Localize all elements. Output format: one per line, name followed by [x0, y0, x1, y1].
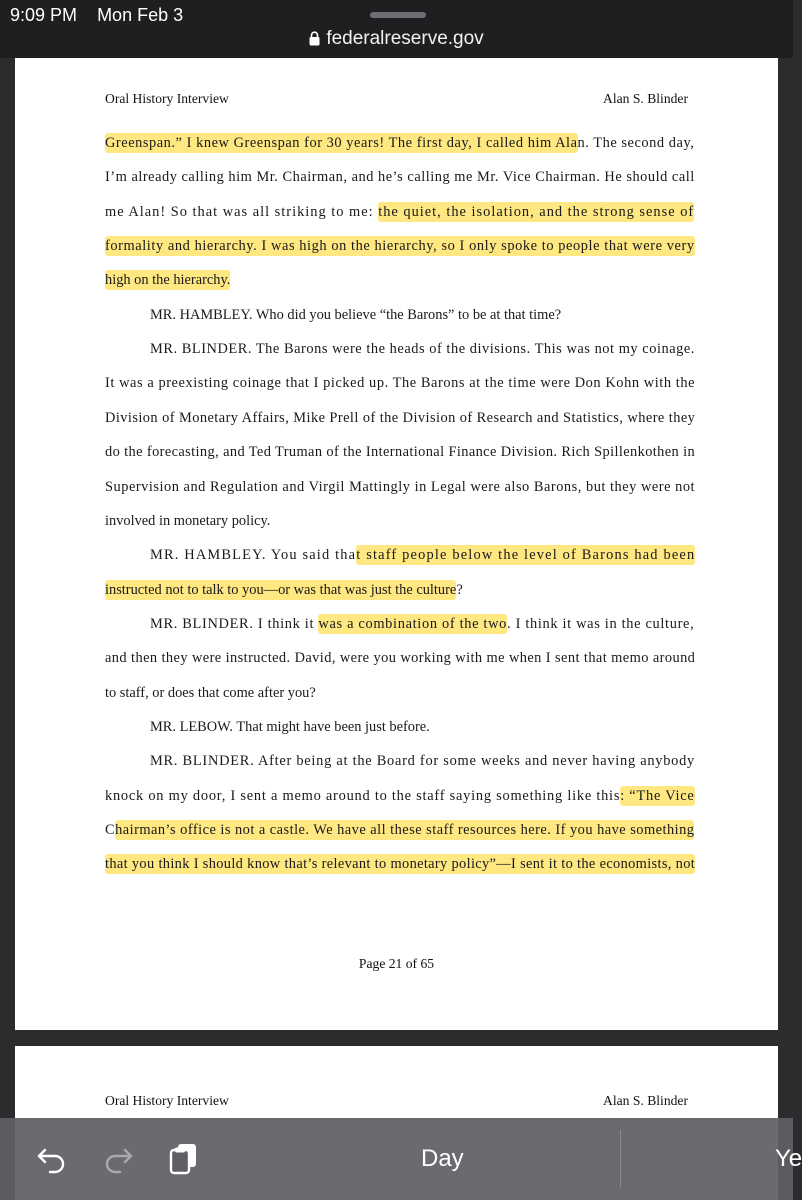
highlighted-text: that you think I should know that’s relevant to monetary policy”—I sent it to the economists, not: [105, 856, 696, 873]
text-segment: involved in monetary policy.: [105, 512, 271, 529]
suggestion-day[interactable]: Day: [421, 1145, 464, 1172]
text-line: [105, 202, 694, 222]
text-line: [105, 133, 694, 153]
text-line: [105, 408, 695, 428]
page-number: Page 21 of 65: [358, 956, 435, 971]
text-line: [150, 545, 695, 565]
status-bar: [0, 0, 793, 58]
keyboard-shortcut-bar: [0, 1118, 802, 1200]
text-segment: MR. HAMBLEY. You said tha: [150, 547, 357, 564]
text-line: [105, 648, 695, 668]
page-header-left: Oral History Interview: [105, 1093, 229, 1108]
page-header-left: Oral History Interview: [105, 91, 229, 106]
document-page: [15, 58, 778, 1030]
text-line: [150, 717, 430, 737]
highlighted-text: hairman’s office is not a castle. We have all these staff resources here. If you have something: [115, 822, 695, 838]
highlighted-text: high on the hierarchy.: [105, 272, 231, 289]
text-line: [105, 373, 695, 393]
text-line: [105, 854, 695, 874]
text-segment: MR. HAMBLEY. Who did you believe “the Barons” to be at that time?: [150, 306, 562, 323]
text-segment: do the forecasting, and Ted Truman of the International Finance Division. Rich Spillenkothen in: [105, 444, 696, 461]
undo-icon[interactable]: [34, 1140, 70, 1176]
page-header-right: Alan S. Blinder: [603, 91, 688, 106]
highlighted-text: : “The Vice: [620, 787, 695, 804]
text-line: [105, 442, 695, 462]
text-line: [105, 683, 316, 703]
multitasking-grabber[interactable]: [370, 12, 426, 18]
text-line: [150, 339, 695, 359]
text-segment: C: [105, 822, 116, 838]
status-time-date: [10, 5, 183, 26]
text-line: [150, 751, 695, 771]
text-line: [105, 511, 270, 531]
redo-icon[interactable]: [100, 1140, 136, 1176]
text-line: [105, 167, 695, 187]
suggestion-divider: [620, 1130, 621, 1188]
url-text[interactable]: federalreserve.gov: [326, 28, 484, 49]
text-segment: Supervision and Regulation and Virgil Mattingly in Legal were also Barons, but they were not: [105, 478, 696, 495]
text-line: [105, 270, 230, 290]
text-segment: MR. BLINDER. The Barons were the heads of the divisions. This was not my coinage.: [150, 341, 695, 358]
text-segment: me Alan! So that was all striking to me:: [105, 203, 379, 220]
url-bar[interactable]: [0, 28, 793, 52]
text-line: [105, 820, 694, 840]
text-segment: to staff, or does that come after you?: [105, 684, 316, 701]
text-segment: ?: [456, 581, 463, 598]
text-segment: and then they were instructed. David, were you working with me when I sent that memo around: [105, 650, 696, 667]
suggestion-next[interactable]: Ye: [775, 1145, 802, 1172]
text-line: [150, 305, 561, 325]
text-line: [105, 580, 463, 600]
text-line: [105, 786, 695, 806]
text-segment: . I think it was in the culture,: [507, 615, 695, 632]
highlighted-text: was a combination of the two: [318, 615, 508, 632]
text-segment: n. The second day,: [577, 135, 695, 151]
highlighted-text: instructed not to talk to you—or was that was just the culture: [105, 581, 457, 598]
text-line: [105, 236, 695, 256]
text-segment: I’m already calling him Mr. Chairman, and he’s calling me Mr. Vice Chairman. He should call: [105, 169, 695, 186]
highlighted-text: the quiet, the isolation, and the strong sense of: [378, 203, 695, 220]
text-line: [150, 614, 694, 634]
status-time: 9:09 PM: [10, 5, 78, 25]
highlighted-text: formality and hierarchy. I was high on the hierarchy, so I only spoke to people that were very: [105, 238, 695, 255]
lock-icon: [309, 30, 320, 52]
clipboard-icon[interactable]: [166, 1140, 202, 1176]
text-segment: It was a preexisting coinage that I picked up. The Barons at the time were Don Kohn with the: [105, 375, 696, 392]
text-segment: MR. BLINDER. After being at the Board for some weeks and never having anybody: [150, 753, 695, 770]
text-segment: knock on my door, I sent a memo around to the staff saying something like this: [105, 787, 621, 804]
text-segment: Division of Monetary Affairs, Mike Prell of the Division of Research and Statistics, where they: [105, 409, 696, 426]
text-segment: MR. LEBOW. That might have been just before.: [150, 718, 430, 735]
highlighted-text: t staff people below the level of Barons had been: [356, 547, 696, 564]
status-date: Mon Feb 3: [97, 5, 184, 25]
page-header-right: Alan S. Blinder: [603, 1093, 688, 1108]
text-line: [105, 477, 695, 497]
text-segment: MR. BLINDER. I think it: [150, 615, 319, 632]
highlighted-text: Greenspan.” I knew Greenspan for 30 years! The first day, I called him Ala: [105, 135, 578, 151]
